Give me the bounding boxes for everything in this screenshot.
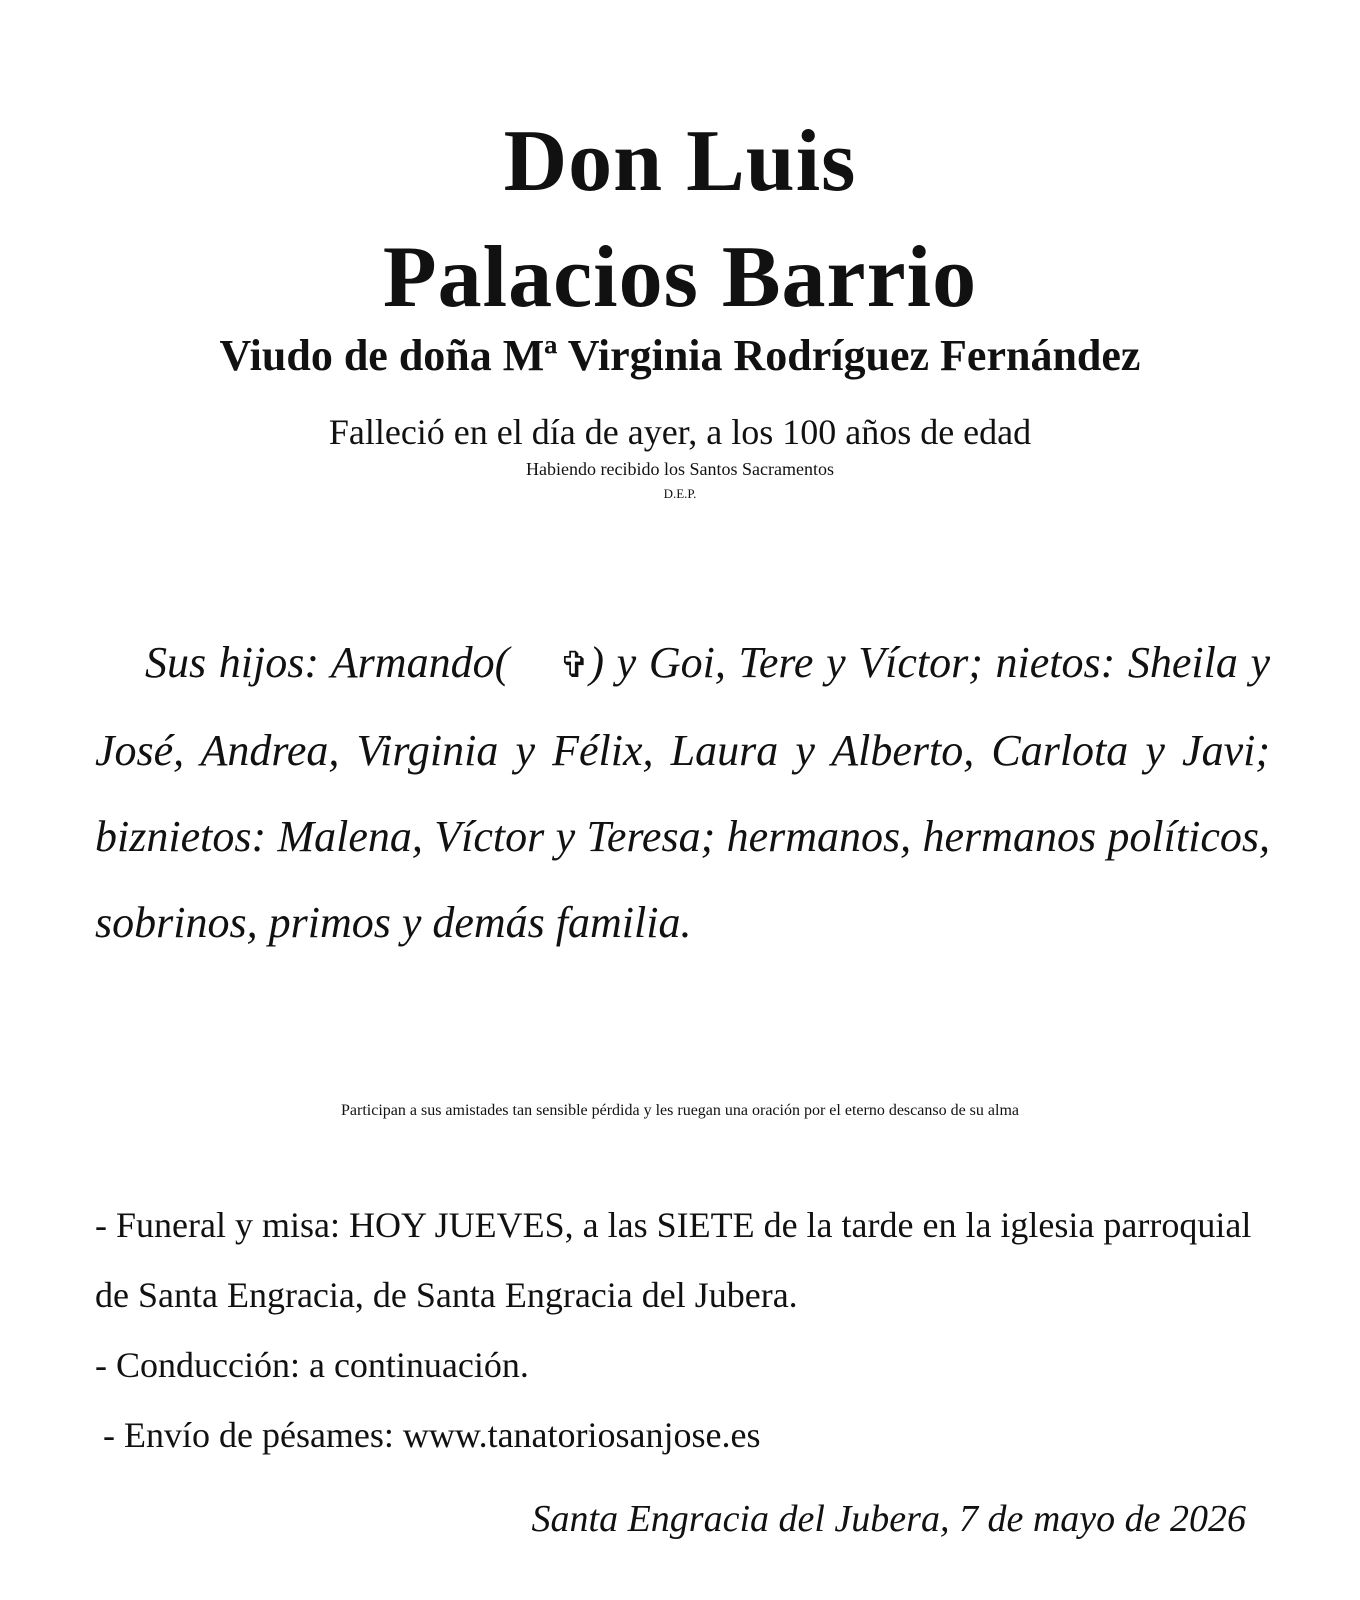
- sacraments-note: Habiendo recibido los Santos Sacramentos: [526, 459, 834, 479]
- deceased-name-line-2: Palacios Barrio: [382, 229, 978, 326]
- place-and-date: Santa Engracia del Jubera, 7 de mayo de 2026: [531, 1498, 1246, 1540]
- widow-of-line: Viudo de doña Mª Virginia Rodríguez Fernández: [219, 331, 1141, 380]
- deceased-name-line-1: Don Luis: [503, 113, 857, 210]
- services-list: [95, 1190, 1270, 1470]
- dep-abbreviation: D.E.P.: [663, 486, 697, 501]
- family-paragraph: [95, 620, 1270, 966]
- death-notice: Falleció en el día de ayer, a los 100 años de edad: [328, 412, 1032, 452]
- family-text-start: Sus hijos: Armando(: [145, 638, 510, 687]
- family-text-rest: ) y Goi, Tere y Víctor; nietos: Sheila y José, Andrea, Virginia y Félix, Laura y Alberto, Carlota y Javi; biznietos: Malena, Víctor y Teresa; hermanos, hermanos políticos, sobrinos, primos y demás familia.: [95, 638, 1270, 947]
- service-item-procession: - Conducción: a continuación.: [95, 1345, 529, 1385]
- cross-icon: ✞: [559, 645, 590, 685]
- service-item-condolences: - Envío de pésames: www.tanatoriosanjose.es: [103, 1415, 761, 1455]
- service-item-funeral: - Funeral y misa: HOY JUEVES, a las SIETE de la tarde en la iglesia parroquial de Santa Engracia, de Santa Engracia del Jubera.: [95, 1205, 1252, 1315]
- thanks-line: Participan a sus amistades tan sensible pérdida y les ruegan una oración por el eterno descanso de su alma: [341, 1102, 1019, 1119]
